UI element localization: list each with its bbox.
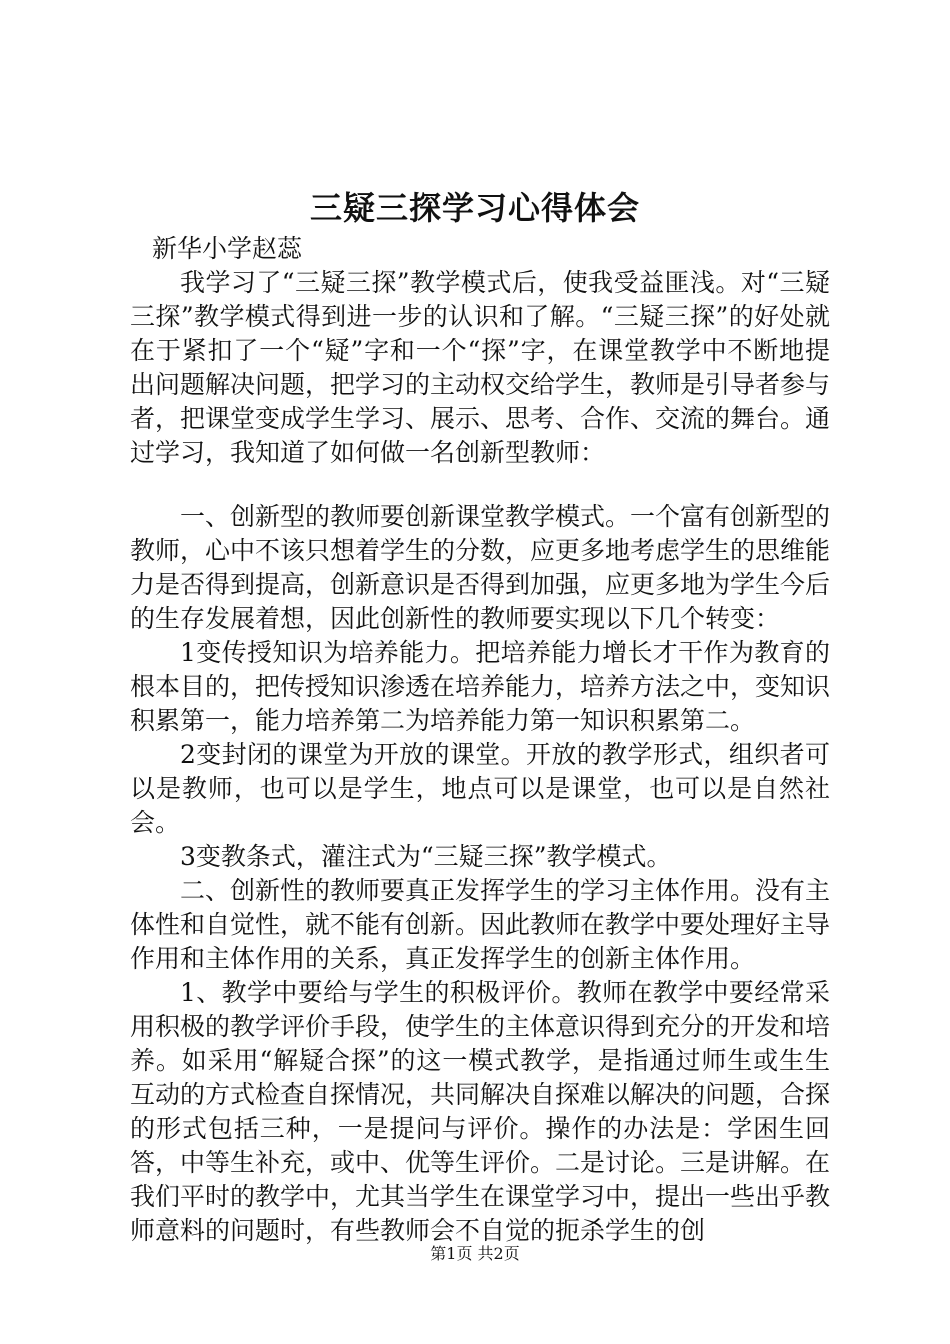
paragraph-section-2-item-1: 1、教学中要给与学生的积极评价。教师在教学中要经常采用积极的教学评价手段，使学生的主体意识得到充分的开发和培养。如采用“解疑合探”的这一模式教学，是指通过师生或生生互动的方式检查自探情况，共同解决自探难以解决的问题，合探的形式包括三种，一是提问与评价。操作的办法是：学困生回答，中等生补充，或中、优等生评价。二是讨论。三是讲解。在我们平时的教学中，尤其当学生在课堂学习中，提出一些出乎教师意料的问题时，有些教师会不自觉的扼杀学生的创	[130, 978, 831, 1245]
paragraph-section-1: 一、创新型的教师要创新课堂教学模式。一个富有创新型的教师，心中不该只想着学生的分数，应更多地考虑学生的思维能力是否得到提高，创新意识是否得到加强，应更多地为学生今后的生存发展着想，因此创新性的教师要实现以下几个转变：	[130, 502, 831, 633]
paragraph-item-2: 2变封闭的课堂为开放的课堂。开放的教学形式，组织者可以是教师，也可以是学生，地点可以是课堂，也可以是自然社会。	[130, 740, 830, 837]
author-line: 新华小学赵蕊	[152, 234, 303, 263]
document-title: 三疑三探学习心得体会	[309, 189, 640, 227]
document-body	[130, 232, 830, 1248]
paragraph-intro: 我学习了“三疑三探”教学模式后，使我受益匪浅。对“三疑三探”教学模式得到进一步的认识和了解。“三疑三探”的好处就在于紧扣了一个“疑”字和一个“探”字，在课堂教学中不断地提出问题解决问题，把学习的主动权交给学生，教师是引导者参与者，把课堂变成学生学习、展示、思考、合作、交流的舞台。通过学习，我知道了如何做一名创新型教师：	[130, 268, 831, 467]
paragraph-item-1: 1变传授知识为培养能力。把培养能力增长才干作为教育的根本目的，把传授知识渗透在培养能力，培养方法之中，变知识积累第一，能力培养第二为培养能力第一知识积累第二。	[130, 638, 831, 735]
paragraph-section-2: 二、创新性的教师要真正发挥学生的学习主体作用。没有主体性和自觉性，就不能有创新。因此教师在教学中要处理好主导作用和主体作用的关系，真正发挥学生的创新主体作用。	[130, 876, 831, 973]
paragraph-item-3: 3变教条式，灌注式为“三疑三探”教学模式。	[180, 842, 672, 871]
page-footer: 第1页 共2页	[430, 1244, 520, 1263]
